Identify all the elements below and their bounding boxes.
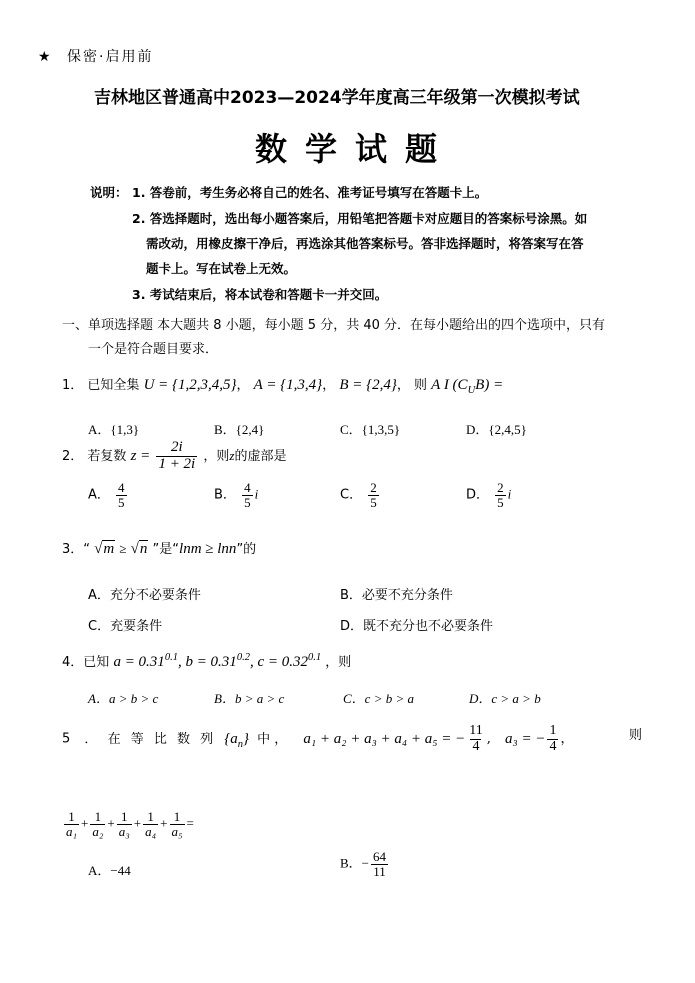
q1-universal-set: U = {1,2,3,4,5} bbox=[143, 377, 237, 393]
q2-b-frac bbox=[242, 481, 253, 509]
q5-reciprocal-sum: $\frac{1}{\text{a₁}}$ + $\frac{1}{\text{a₂}}$ + $\frac{1}{\text{a₃}}$ + $\frac{1}{\text{a₄}}$ + $\frac{1}{\text{a₅}}$ = bbox=[66, 809, 194, 839]
instruction-2-cont2: 题卡上。写在试卷上无效。 bbox=[146, 261, 297, 276]
q5-option-b bbox=[340, 850, 390, 878]
q5-recip-1: $\frac{1}{\text{a₁}}$ bbox=[66, 809, 78, 839]
q1-stem-b: 则 bbox=[414, 378, 428, 393]
q2-d-suffix: i bbox=[507, 486, 512, 502]
q2-fraction bbox=[156, 440, 197, 473]
q3-ge: ≥ bbox=[119, 541, 127, 556]
section-heading: 一、单项选择题 本大题共 8 小题，每小题 5 分，共 40 分．在每小题给出的四个选项中，只有 bbox=[62, 318, 606, 333]
q2-stem-c: 的虚部是 bbox=[234, 448, 287, 464]
q3-sqrt-n: √n bbox=[130, 541, 148, 557]
q5-recip-4: $\frac{1}{\text{a₄}}$ bbox=[145, 809, 157, 839]
q2-d-frac bbox=[495, 481, 506, 509]
q1-option-c: C．{1,3,5} bbox=[340, 422, 401, 437]
q5-stem-b: 中 ， bbox=[257, 731, 288, 747]
q5-recip-5: $\frac{1}{\text{a₅}}$ bbox=[171, 809, 183, 839]
question-4 bbox=[62, 651, 351, 671]
q2-b-den: 5 bbox=[244, 494, 251, 510]
q5-sum-num: 11 bbox=[469, 723, 483, 738]
q3-option-c: C．充要条件 bbox=[88, 619, 163, 634]
q2-b-label: B． bbox=[214, 487, 236, 503]
q3-mid: ”是“ bbox=[152, 542, 180, 557]
q2-d-num: 2 bbox=[497, 480, 504, 495]
star-icon: ★ bbox=[38, 49, 51, 65]
q4-expr: $a = 0.31^{0.1}$, $b = 0.31^{0.2}$, $c = 0.32^{0.1}$ bbox=[113, 652, 322, 670]
q2-c-label: C． bbox=[340, 487, 363, 503]
q5-a3-num: 1 bbox=[549, 723, 557, 738]
q3-option-a: A．充分不必要条件 bbox=[88, 588, 201, 603]
q3-option-b: B．必要不充分条件 bbox=[340, 588, 453, 603]
q2-zvar: z bbox=[229, 447, 235, 463]
q2-a-label: A． bbox=[88, 487, 110, 503]
q4-option-b: B．b > a > c bbox=[214, 691, 285, 706]
q5-b-num: 64 bbox=[373, 849, 387, 864]
q5-dot: ． bbox=[84, 731, 98, 747]
q5-stem: 在 等 比 数 列 bbox=[107, 731, 217, 747]
q5-sum-frac bbox=[467, 724, 484, 754]
q2-z: z = bbox=[130, 447, 151, 464]
q5-b-frac bbox=[371, 850, 388, 878]
q2-b-suffix: i bbox=[254, 486, 259, 502]
section-heading-cont: 一个是符合题目要求． bbox=[88, 342, 219, 357]
question-1: 1． 已知全集 U = {1,2,3,4,5}， A = {1,3,4}， B = {2,4}， 则 A I $(C_UB)$ = bbox=[62, 377, 504, 396]
q3-expr: lnm ≥ lnn bbox=[179, 541, 237, 557]
q5-b-label: B．− bbox=[340, 855, 370, 871]
q5-a3-frac bbox=[547, 724, 558, 754]
q3-option-d: D．既不充分也不必要条件 bbox=[340, 619, 494, 634]
q4-option-d: D．c > a > b bbox=[469, 691, 541, 706]
q1-expr: A I $(C_UB)$ = bbox=[431, 377, 504, 396]
q2-d-den: 5 bbox=[497, 494, 504, 510]
q4-stem-b: ，则 bbox=[325, 655, 352, 670]
q2-c-num: 2 bbox=[370, 480, 377, 495]
q1-stem: 已知全集 bbox=[87, 378, 140, 393]
q2-a-frac bbox=[116, 481, 127, 509]
q4-number: 4． bbox=[62, 655, 84, 670]
q5-b-den: 11 bbox=[373, 863, 386, 879]
instruction-2-cont: 需改动，用橡皮擦干净后，再选涂其他答案标号。答非选择题时，将答案写在答 bbox=[146, 236, 584, 251]
q2-option-c bbox=[340, 481, 381, 509]
question-5: 5 ． 在 等 比 数 列 $\{a_n\}$ 中 ， a₁ + a₂ + a₃ + a₄ + a₅ = − $\frac{11}{4}$ , a₃ = − $\frac{1}{4}$ ， 则 bbox=[62, 723, 642, 754]
q1-option-a: A．{1,3} bbox=[88, 422, 140, 437]
exam-title: 吉林地区普通高中2023—2024学年度高三年级第一次模拟考试 bbox=[94, 88, 580, 108]
confidential-header bbox=[38, 46, 153, 66]
q4-stem: 已知 bbox=[83, 655, 110, 670]
instruction-1: 1. 答卷前，考生务必将自己的姓名、准考证号填写在答题卡上。 bbox=[132, 185, 488, 200]
q1-option-d: D．{2,4,5} bbox=[466, 422, 527, 437]
q2-a-den: 5 bbox=[118, 494, 125, 510]
instructions-label: 说明： bbox=[90, 185, 128, 200]
q5-then: 则 bbox=[628, 728, 642, 743]
q5-number: 5 bbox=[62, 731, 71, 747]
q5-a3-den: 4 bbox=[549, 738, 557, 754]
q2-numerator: 2i bbox=[171, 439, 183, 455]
q1-option-b: B．{2,4} bbox=[214, 422, 265, 437]
q5-sum: a₁ + a₂ + a₃ + a₄ + a₅ = − bbox=[303, 730, 466, 747]
q3-close: ”的 bbox=[236, 542, 257, 557]
q2-number: 2． bbox=[62, 448, 84, 464]
q2-option-b bbox=[214, 481, 258, 509]
instruction-3: 3. 考试结束后，将本试卷和答题卡一并交回。 bbox=[132, 287, 388, 302]
q5-recip-3: $\frac{1}{\text{a₃}}$ bbox=[118, 809, 130, 839]
q2-option-d bbox=[466, 481, 511, 509]
q5-recip-2: $\frac{1}{\text{a₂}}$ bbox=[92, 809, 104, 839]
q2-b-num: 4 bbox=[244, 480, 251, 495]
q2-stem-b: ，则 bbox=[203, 448, 230, 464]
q1-set-a: A = {1,3,4} bbox=[253, 377, 323, 393]
q2-stem: 若复数 bbox=[87, 448, 127, 464]
question-3 bbox=[62, 538, 256, 558]
q5-seq: $\{a_n\}$ bbox=[224, 730, 249, 750]
q5-a3: a₃ = − bbox=[504, 730, 546, 747]
q2-c-den: 5 bbox=[370, 494, 377, 510]
confidential-label: 保密·启用前 bbox=[67, 49, 154, 65]
q5-option-a: A．−44 bbox=[88, 863, 131, 878]
q2-a-num: 4 bbox=[118, 480, 125, 495]
q2-d-label: D． bbox=[466, 487, 490, 503]
q2-c-frac bbox=[368, 481, 379, 509]
q1-set-b: B = {2,4} bbox=[339, 377, 397, 393]
q3-sqrt-m: √m bbox=[94, 541, 115, 557]
q1-number: 1． bbox=[62, 378, 84, 393]
q2-denominator: 1 + 2i bbox=[158, 455, 196, 472]
q3-number: 3． bbox=[62, 542, 84, 557]
q4-option-a: A．a > b > c bbox=[88, 691, 159, 706]
q2-option-a bbox=[88, 481, 129, 509]
subject-title: 数学试题 bbox=[255, 130, 456, 168]
q5-sum-den: 4 bbox=[472, 738, 480, 754]
q4-option-c: C．c > b > a bbox=[343, 691, 414, 706]
q3-open-quote: “ bbox=[83, 542, 91, 557]
question-2 bbox=[62, 440, 286, 473]
instruction-2: 2. 答选择题时，选出每小题答案后，用铅笔把答题卡对应题目的答案标号涂黑。如 bbox=[132, 211, 588, 226]
